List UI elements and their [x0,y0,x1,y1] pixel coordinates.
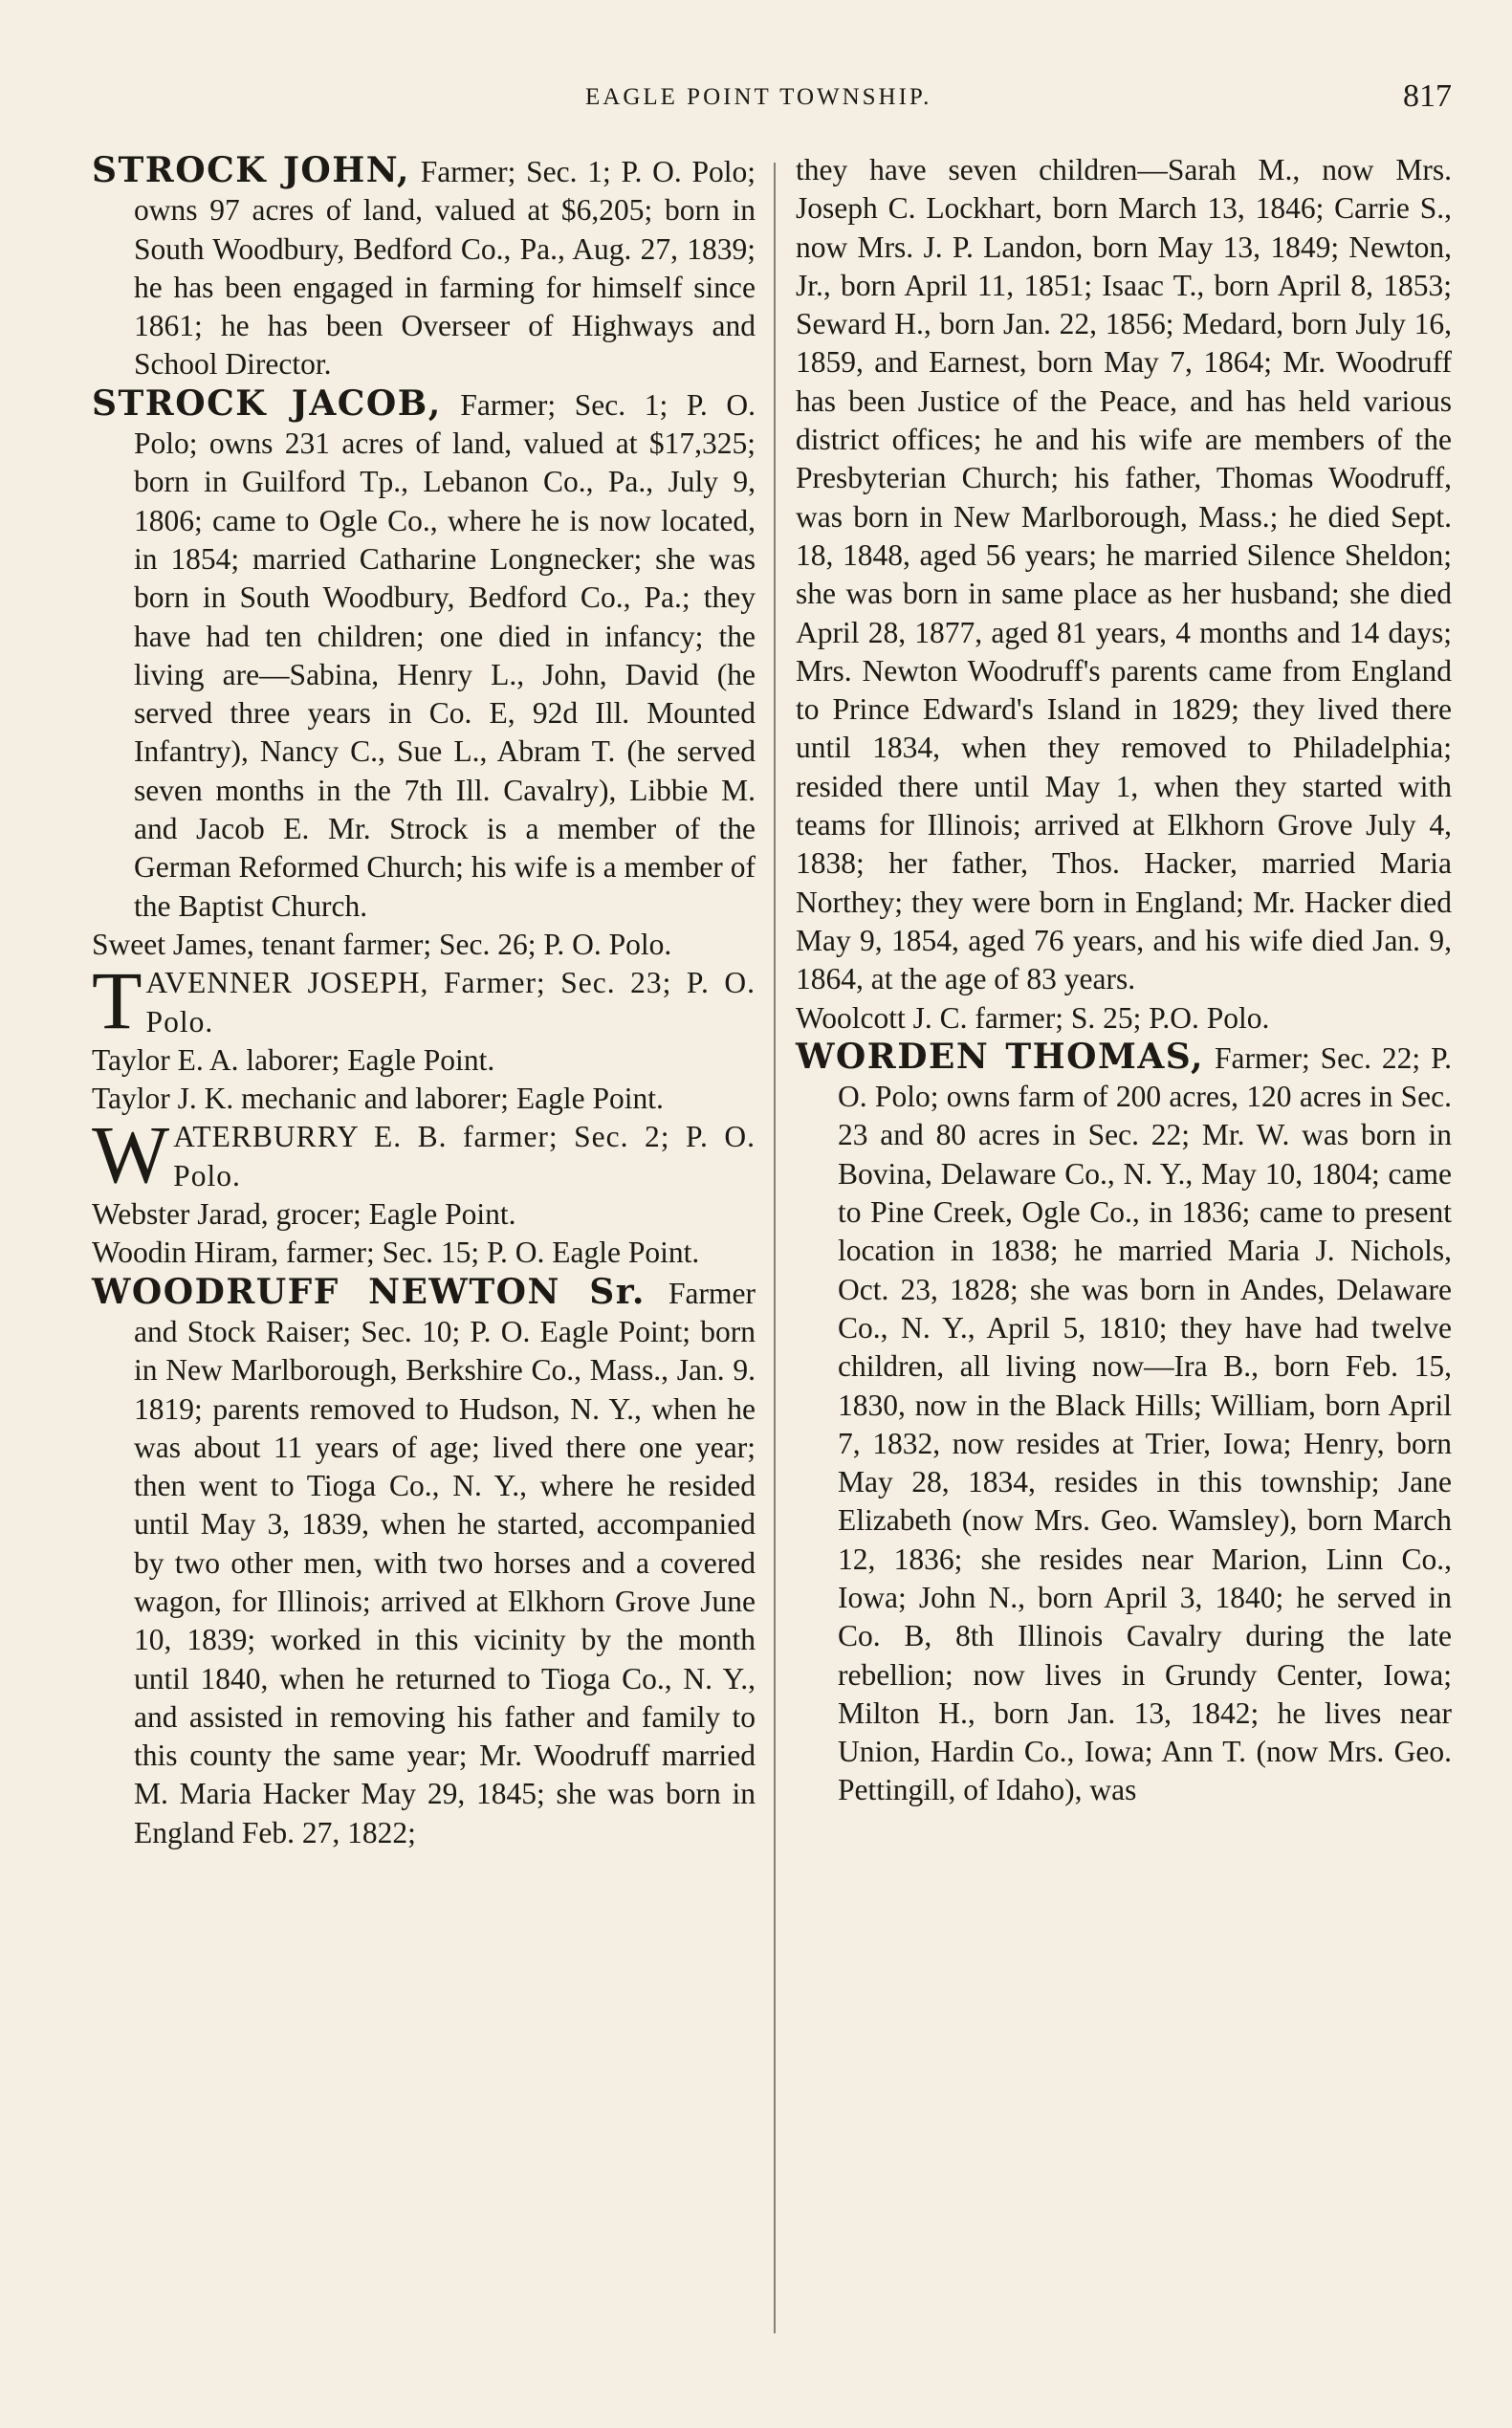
entry-woodruff-newton [92,1273,756,1852]
entry-worden-thomas [796,1038,1452,1810]
entry-text: ATERBURRY E. B. farmer; Sec. 2; P. O. Polo. [173,1120,756,1192]
entry-text: Farmer; Sec. 1; P. O. Polo; owns 231 acres of land, valued at $17,325; born in Guilford Tp., Lebanon Co., Pa., July 9, 1806; came to Ogle Co., where he is now located, in 1854; married Catharine Longnecker; she was born in South Woodbury, Bedford Co., Pa.; they have had ten children; one died in infancy; the living are—Sabina, Henry L., John, David (he served three years in Co. E, 92d Ill. Mounted Infantry), Nancy C., Sue L., Abram T. (he served seven months in the 7th Ill. Cavalry), Libbie M. and Jacob E. Mr. Strock is a member of the German Reformed Church; his wife is a member of the Baptist Church. [134,387,756,923]
entry-tavenner-joseph [92,954,756,1047]
entry-name: WOODRUFF NEWTON Sr. [92,1271,646,1312]
entry-name: STROCK JOHN, [92,150,410,190]
entry-text: Webster Jarad, grocer; Eagle Point. [92,1197,516,1232]
entry-text: AVENNER JOSEPH, Farmer; Sec. 23; P. O. Polo. [145,966,756,1039]
entry-text: Woodin Hiram, farmer; Sec. 15; P. O. Eagle Point. [92,1236,700,1270]
entry-text: Sweet James, tenant farmer; Sec. 26; P. O. Polo. [92,927,672,961]
header-title: EAGLE POINT TOWNSHIP. [585,84,932,110]
entry-sweet-james [92,926,756,964]
entry-text: Farmer; Sec. 22; P. O. Polo; owns farm of 200 acres, 120 acres in Sec. 23 and 80 acres in Sec. 22; Mr. W. was born in Bovina, Delaware Co., N. Y., May 10, 1804; came to Pine Creek, Ogle Co., in 1836; came to present location in 1838; he married Maria J. Nichols, Oct. 23, 1828; she was born in Andes, Delaware Co., N. Y., April 5, 1810; they have had twelve children, all living now—Ira B., born Feb. 15, 1830, now in the Black Hills; William, born April 7, 1832, now resides at Trier, Iowa; Henry, born May 28, 1834, resides in this township; Jane Elizabeth (now Mrs. Geo. Wamsley), born March 12, 1836; she resides near Marion, Linn Co., Iowa; John N., born April 3, 1840; he served in Co. B, 8th Illinois Cavalry during the late rebellion; now lives in Grundy Center, Iowa; Milton H., born Jan. 13, 1842; he lives near Union, Hardin Co., Iowa; Ann T. (now Mrs. Geo. Pettingill, of Idaho), was [838,1040,1452,1807]
drop-cap-letter: T [92,954,142,1047]
running-header [0,78,1512,117]
entry-name: WORDEN THOMAS, [796,1036,1205,1077]
right-column [796,151,1452,1810]
entry-woodruff-continued [796,151,1452,999]
entry-woolcott-jc [796,999,1452,1038]
entry-woodin-hiram [92,1234,756,1272]
entry-taylor-jk [92,1080,756,1118]
column-divider [774,163,776,2333]
entry-text: Woolcott J. C. farmer; S. 25; P.O. Polo. [796,1000,1270,1035]
entry-taylor-ea [92,1041,756,1080]
drop-cap-letter: W [92,1108,170,1201]
entry-webster-jarad [92,1195,756,1234]
entry-text: Farmer; Sec. 1; P. O. Polo; owns 97 acres of land, valued at $6,205; born in South Woodbury, Bedford Co., Pa., Aug. 27, 1839; he has been engaged in farming for himself since 1861; he has been Overseer of Highways and School Director. [134,155,756,382]
entry-strock-jacob [92,384,756,926]
entry-text: they have seven children—Sarah M., now Mrs. Joseph C. Lockhart, born March 13, 1846; Carrie S., now Mrs. J. P. Landon, born May 13, 1849; Newton, Jr., born April 11, 1851; Isaac T., born April 8, 1853; Seward H., born Jan. 22, 1856; Medard, born July 16, 1859, and Earnest, born May 7, 1864; Mr. Woodruff has been Justice of the Peace, and has held various district offices; he and his wife are members of the Presbyterian Church; his father, Thomas Woodruff, was born in New Marlborough, Mass.; he died Sept. 18, 1848, aged 56 years; he married Silence Sheldon; she was born in same place as her husband; she died April 28, 1877, aged 81 years, 4 months and 14 days; Mrs. Newton Woodruff's parents came from England to Prince Edward's Island in 1829; they lived there until 1834, when they removed to Philadelphia; resided there until May 1, when they started with teams for Illinois; arrived at Elkhorn Grove July 4, 1838; her father, Thos. Hacker, married Maria Northey; they were born in England; Mr. Hacker died May 9, 1854, aged 76 years, and his wife died Jan. 9, 1864, at the age of 83 years. [796,153,1452,996]
entry-strock-john [92,151,756,384]
entry-text: Farmer and Stock Raiser; Sec. 10; P. O. Eagle Point; born in New Marlborough, Berkshire Co., Mass., Jan. 9. 1819; parents removed to Hudson, N. Y., when he was about 11 years of age; lived there one year; then went to Tioga Co., N. Y., where he resided until May 3, 1839, when he started, accompanied by two other men, with two horses and a covered wagon, for Illinois; arrived at Elkhorn Grove June 10, 1839; worked in this vicinity by the month until 1840, when he returned to Tioga Co., N. Y., and assisted in removing his father and family to this county the same year; Mr. Woodruff married M. Maria Hacker May 29, 1845; she was born in England Feb. 27, 1822; [134,1276,756,1849]
entry-name: STROCK JACOB, [92,383,442,424]
entry-waterburry-eb [92,1108,756,1201]
entry-text: Taylor J. K. mechanic and laborer; Eagle Point. [92,1082,664,1116]
page-number: 817 [1403,78,1452,114]
left-column [92,151,756,1852]
entry-text: Taylor E. A. laborer; Eagle Point. [92,1042,495,1077]
